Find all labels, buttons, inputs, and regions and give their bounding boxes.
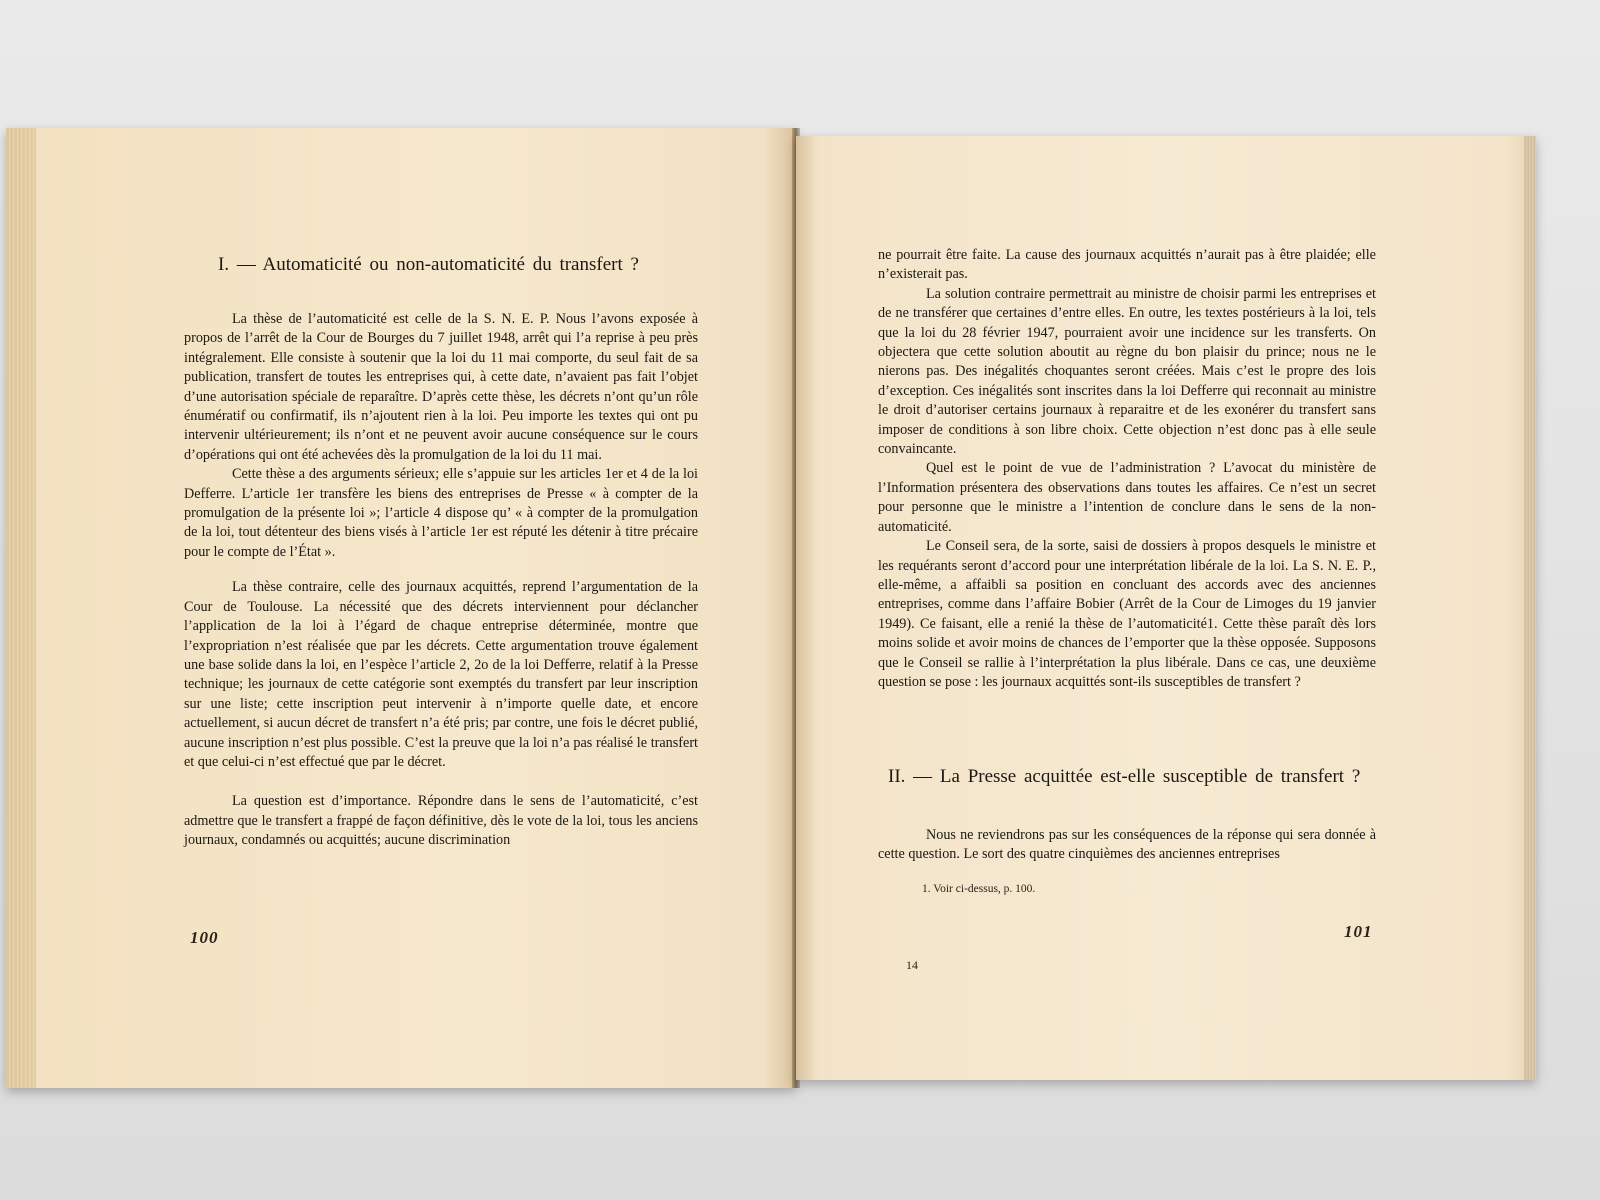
paragraph: Nous ne reviendrons pas sur les conséquences de la réponse qui sera donnée à cette question. Le sort des quatre cinquièmes des anciennes entreprises (878, 827, 1376, 863)
left-page-body (184, 310, 698, 851)
page-number-left: 100 (190, 928, 219, 947)
page-number-right: 101 (1344, 922, 1373, 941)
paragraph: La thèse contraire, celle des journaux acquittés, reprend l’argumentation de la Cour de Toulouse. La nécessité que des décrets interviennent pour déclancher l’application de la loi à l’égard de chaque entreprise déterminée, montre que l’expropriation n’est réalisée que par les décrets. Cette argumentation trouve également une base solide dans la loi, en l’espèce l’article 2, 2o de la loi Defferre, relatif à la Presse technique; les journaux de cette catégorie sont exemptés du transfert par leur inscription sur une liste; cette inscription peut intervenir à n’importe quelle date, et encore actuellement, si aucun décret de transfert n’a été pris; par contre, une fois le décret publié, aucune inscription n’est plus possible. C’est la preuve que la loi n’a pas réalisé le transfert et que celui-ci n’est effectué que par le décret. (184, 579, 698, 770)
paragraph: Cette thèse a des arguments sérieux; elle s’appuie sur les articles 1er et 4 de la loi Defferre. L’article 1er transfère les biens des entreprises de Presse « à compter de la promulgation de la présente loi »; l’article 4 dispose qu’ « à compter de la promulgation de la loi, tout détenteur des biens visés à l’article 1er est réputé les détenir à titre précaire pour le compte de l’État ». (184, 466, 698, 560)
left-page-heading: I. — Automaticité ou non-automaticité du transfert ? (218, 254, 639, 275)
left-page-edges (6, 128, 36, 1088)
open-book (6, 128, 1536, 1088)
paragraph: La question est d’importance. Répondre dans le sens de l’automaticité, c’est admettre que le transfert a frappé de façon définitive, dès le vote de la loi, tous les anciens journaux, condamnés ou acquittés; aucune discrimination (184, 793, 698, 849)
right-page-edges (1524, 136, 1536, 1080)
right-page-body (878, 246, 1376, 692)
paragraph: La thèse de l’automaticité est celle de la S. N. E. P. Nous l’avons exposée à propos de l’arrêt de la Cour de Bourges du 7 juillet 1948, arrêt qui l’a reprise à peu près intégralement. Elle consiste à soutenir que la loi du 11 mai comporte, du seul fait de sa publication, transfert de toutes les entreprises qui, à cette date, n’avaient pas fait l’objet d’une autorisation spéciale de reparaître. D’après cette thèse, les décrets n’ont qu’un rôle énumératif ou confirmatif, ils n’ajoutent rien à la loi. Peu importe les textes qui ont pu intervenir ultérieurement; ils n’ont et ne peuvent avoir aucune conséquence sur le cours d’opérations qui ont été achevées dès la promulgation de la loi du 11 mai. (184, 311, 698, 463)
paragraph: Quel est le point de vue de l’administration ? L’avocat du ministère de l’Information présentera des observations dans toutes les affaires. Ce n’est un secret pour personne que le ministre a l’intention de conclure dans le sens de la non-automaticité. (878, 460, 1376, 535)
paragraph: ne pourrait être faite. La cause des journaux acquittés n’aurait pas à être plaidée; elle n’existerait pas. (878, 247, 1376, 283)
signature-mark: 14 (906, 958, 918, 972)
footnote: 1. Voir ci-dessus, p. 100. (922, 883, 1036, 895)
right-page-body-continued (878, 826, 1376, 865)
paragraph: Le Conseil sera, de la sorte, saisi de dossiers à propos desquels le ministre et les requérants seront d’accord pour une interprétation libérale de la loi. La S. N. E. P., elle-même, a affaibli sa position en concluant des accords avec des anciennes entreprises, comme dans l’affaire Bobier (Arrêt de la Cour de Limoges du 19 janvier 1949). Ce faisant, elle a renié la thèse de l’automaticité1. Cette thèse paraît dès lors moins solide et avoir moins de chances de l’emporter que la thèse opposée. Supposons que le Conseil se rallie à l’interprétation la plus libérale. Dans ce cas, une deuxième question se pose : les journaux acquittés sont-ils susceptibles de transfert ? (878, 538, 1376, 690)
right-page (796, 136, 1536, 1080)
paragraph: La solution contraire permettrait au ministre de choisir parmi les entreprises et de ne transférer que certaines d’entre elles. En outre, les textes postérieurs à la loi, tels que la loi du 28 février 1947, pourraient avoir une incidence sur les transferts. On objectera que cette solution aboutit au règne du bon plaisir du prince; nous ne le nierons pas. Des inégalités choquantes seront créées. Mais c’est le propre des lois d’exception. Ces inégalités sont inscrites dans la loi Defferre qui reconnait au ministre le droit d’autoriser certains journaux à reparaitre et de les exonérer du transfert sans imposer de conditions à son libre choix. Cette objection n’est donc pas à elle seule convaincante. (878, 285, 1376, 458)
left-page (6, 128, 796, 1088)
right-page-heading: II. — La Presse acquittée est-elle susceptible de transfert ? (888, 766, 1361, 787)
